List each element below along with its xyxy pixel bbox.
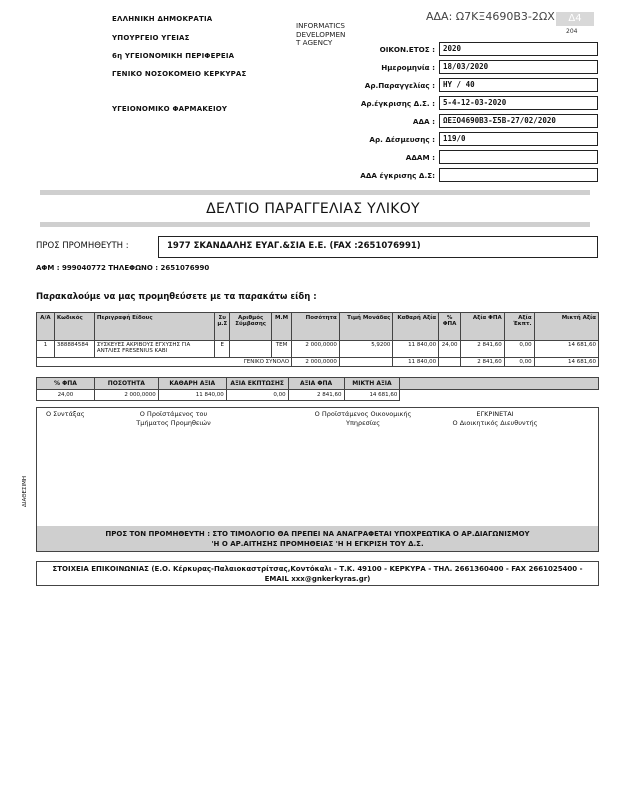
- col-header: Καθαρή Αξία: [393, 313, 439, 341]
- page-title: ΔΕΛΤΙΟ ΠΑΡΑΓΓΕΛΙΑΣ ΥΛΙΚΟΥ: [206, 201, 420, 217]
- side-label-available: ΔΙΑΘΕΣΙΜΗ: [22, 476, 28, 507]
- field-label-year: ΟΙΚΟΝ.ΕΤΟΣ :: [379, 44, 435, 54]
- vat-header-row: [37, 378, 599, 390]
- fields-block: [315, 40, 598, 184]
- agency-line: INFORMATICS: [296, 21, 345, 30]
- field-value-order-no: ΗΥ / 40: [439, 78, 598, 92]
- col-header: ΠΟΣΟΤΗΤΑ: [94, 378, 158, 390]
- vat-amount: 2 841,60: [288, 390, 344, 401]
- col-header: % ΦΠΑ: [439, 313, 461, 341]
- field-label-ada-approval: ΑΔΑ έγκρισης Δ.Σ:: [360, 170, 435, 180]
- supplier-value: 1977 ΣΚΑΝΔΑΛΗΣ ΕΥΑΓ.&ΣΙΑ Ε.Ε. (FAX :2651076991): [158, 236, 598, 258]
- contact-line: EMAIL xxx@gnkerkyras.gr): [264, 575, 371, 583]
- col-header: Συ μ.Σ: [215, 313, 230, 341]
- col-header: ΑΞΙΑ ΕΚΠΤΩΣΗΣ: [226, 378, 288, 390]
- request-text: Παρακαλούμε να μας προμηθεύσετε με τα παρακάτω είδη :: [36, 292, 317, 302]
- vat-discount: 0,00: [226, 390, 288, 401]
- cell-description: ΣΥΣΚΕΥΕΣ ΑΚΡΙΒΟΥΣ ΕΓΧΥΣΗΣ ΓΙΑ ΑΝΤΛΙΕΣ FRESENIUS KABI: [94, 341, 215, 358]
- title-bar-bottom: [40, 222, 590, 227]
- field-label-order-no: Αρ.Παραγγελίας :: [364, 80, 435, 90]
- signature-line: Υπηρεσίας: [345, 418, 381, 427]
- col-header: Μικτή Αξία: [534, 313, 598, 341]
- agency-line: T AGENCY: [296, 38, 333, 47]
- vat-rate: 24,00: [37, 390, 95, 401]
- field-label-commitment: Αρ. Δέσμευσης :: [369, 134, 435, 144]
- field-label-adam: ΑΔΑΜ :: [405, 152, 435, 162]
- col-header: Α/Α: [37, 313, 55, 341]
- table-row: [37, 390, 599, 401]
- cell-quantity: 2 000,0000: [292, 341, 340, 358]
- col-header: Κωδικός: [54, 313, 94, 341]
- header-line-hospital: ΓΕΝΙΚΟ ΝΟΣΟΚΟΜΕΙΟ ΚΕΡΚΥΡΑΣ: [112, 70, 247, 78]
- total-label: ΓΕΝΙΚΟ ΣΥΝΟΛΟ: [37, 358, 292, 367]
- cell-gross: 14 681,60: [534, 341, 598, 358]
- field-value-ada-approval: [439, 168, 598, 182]
- cell-vat: 2 841,60: [461, 341, 505, 358]
- signature-line: Ο Προϊστάμενος Οικονομικής: [314, 410, 412, 418]
- field-value-adam: [439, 150, 598, 164]
- notice-line: ΠΡΟΣ ΤΟΝ ΠΡΟΜΗΘΕΥΤΗ : ΣΤΟ ΤΙΜΟΛΟΓΙΟ ΘΑ ΠΡΕΠΕΙ ΝΑ ΑΝΑΓΡΑΦΕΤΑΙ ΥΠΟΧΡΕΩΤΙΚΑ Ο ΑΡ.ΔΙΑΓΩΝΙΣΜΟΥ: [105, 530, 530, 538]
- signature-line: Τμήματος Προμηθειών: [136, 418, 211, 427]
- cell-sym: Ε: [215, 341, 230, 358]
- notice-line: 'Η Ο ΑΡ.ΑΙΤΗΣΗΣ ΠΡΟΜΗΘΕΙΑΣ 'Η Η ΕΓΚΡΙΣΗ ΤΟΥ Δ.Σ.: [211, 540, 424, 548]
- field-value-ada: ΩΕΞΟ4690Β3-Σ5Β-27/02/2020: [439, 114, 598, 128]
- total-discount: 0,00: [504, 358, 534, 367]
- vat-quantity: 2 000,0000: [94, 390, 158, 401]
- supplier-label: ΠΡΟΣ ΠΡΟΜΗΘΕΥΤΗ :: [36, 241, 129, 251]
- table-row: [37, 341, 599, 358]
- col-header: Αξία Έκπτ.: [504, 313, 534, 341]
- total-row: [37, 358, 599, 367]
- signature-line: Ο Διοικητικός Διευθυντής: [452, 418, 538, 427]
- field-label-date: Ημερομηνία :: [381, 62, 435, 72]
- signature-composer: Ο Συντάξας: [46, 410, 85, 418]
- cell-net: 11 840,00: [393, 341, 439, 358]
- field-label-ada: ΑΔΑ :: [412, 116, 435, 126]
- col-header: % ΦΠΑ: [37, 378, 95, 390]
- col-header: Αξία ΦΠΑ: [461, 313, 505, 341]
- cell-index: 1: [37, 341, 55, 358]
- header-line-pharmacy: ΥΓΕΙΟΝΟΜΙΚΟ ΦΑΡΜΑΚΕΙΟΥ: [112, 105, 228, 113]
- supplier-afm-phone: ΑΦΜ : 999040772 ΤΗΛΕΦΩΝΟ : 2651076990: [36, 264, 210, 272]
- field-value-board-approval: 5-4-12-03-2020: [439, 96, 598, 110]
- field-value-commitment: 119/0: [439, 132, 598, 146]
- total-net: 11 840,00: [393, 358, 439, 367]
- col-header: Αριθμός Σύμβασης: [230, 313, 272, 341]
- cell-contract: [230, 341, 272, 358]
- title-bar-top: [40, 190, 590, 195]
- field-value-date: 18/03/2020: [439, 60, 598, 74]
- signature-director: [440, 410, 550, 427]
- cell-discount: 0,00: [504, 341, 534, 358]
- vat-summary-table: [36, 377, 599, 401]
- total-vat: 2 841,60: [461, 358, 505, 367]
- cell-unit: ΤΕΜ: [272, 341, 292, 358]
- col-header: Περιγραφή Είδους: [94, 313, 215, 341]
- items-table: [36, 312, 599, 367]
- agency-line: DEVELOPMEN: [296, 29, 346, 39]
- contact-line: ΣΤΟΙΧΕΙΑ ΕΠΙΚΟΙΝΩΝΙΑΣ (Ε.Ο. Κέρκυρας-Παλαιοκαστρίτσας,Κοντόκαλι - Τ.Κ. 49100 - ΚΕΡΚΥΡΑ - ΤΗΛ. 2661360400 - FAX 2661025400 -: [52, 565, 583, 573]
- signature-finance-head: [298, 410, 428, 427]
- supplier-notice: [37, 526, 598, 551]
- signature-procurement-head: [126, 410, 221, 427]
- items-header-row: [37, 313, 599, 341]
- cell-vat-rate: 24,00: [439, 341, 461, 358]
- col-header: ΜΙΚΤΗ ΑΞΙΑ: [344, 378, 400, 390]
- contact-info: [36, 561, 599, 586]
- ada-top-label: ΑΔΑ: Ω7ΚΞ4690Β3-2ΩΧ: [426, 10, 555, 23]
- field-label-board-approval: Αρ.έγκρισης Δ.Σ. :: [360, 98, 435, 108]
- header-line-region: 6η ΥΓΕΙΟΝΟΜΙΚΗ ΠΕΡΙΦΕΡΕΙΑ: [112, 52, 235, 60]
- header-line-country: ΕΛΛΗΝΙΚΗ ΔΗΜΟΚΡΑΤΙΑ: [112, 15, 213, 23]
- total-gross: 14 681,60: [534, 358, 598, 367]
- vat-gross: 14 681,60: [344, 390, 400, 401]
- field-value-year: 2020: [439, 42, 598, 56]
- col-header: Τιμή Μονάδας: [339, 313, 393, 341]
- col-header: ΑΞΙΑ ΦΠΑ: [288, 378, 344, 390]
- signature-line: ΕΓΚΡΙΝΕΤΑΙ: [476, 410, 514, 418]
- col-header: ΚΑΘΑΡΗ ΑΞΙΑ: [158, 378, 226, 390]
- cell-code: 388884584: [54, 341, 94, 358]
- col-header: Ποσότητα: [292, 313, 340, 341]
- col-header: Μ.Μ: [272, 313, 292, 341]
- vat-net: 11 840,00: [158, 390, 226, 401]
- header-line-ministry: ΥΠΟΥΡΓΕΙΟ ΥΓΕΙΑΣ: [112, 34, 190, 42]
- total-quantity: 2 000,0000: [292, 358, 340, 367]
- doc-type-badge: Δ4: [556, 12, 594, 26]
- signature-line: Ο Προϊστάμενος του: [139, 410, 208, 418]
- cell-unit-price: 5,9200: [339, 341, 393, 358]
- doc-type-subcode: 204: [566, 28, 578, 35]
